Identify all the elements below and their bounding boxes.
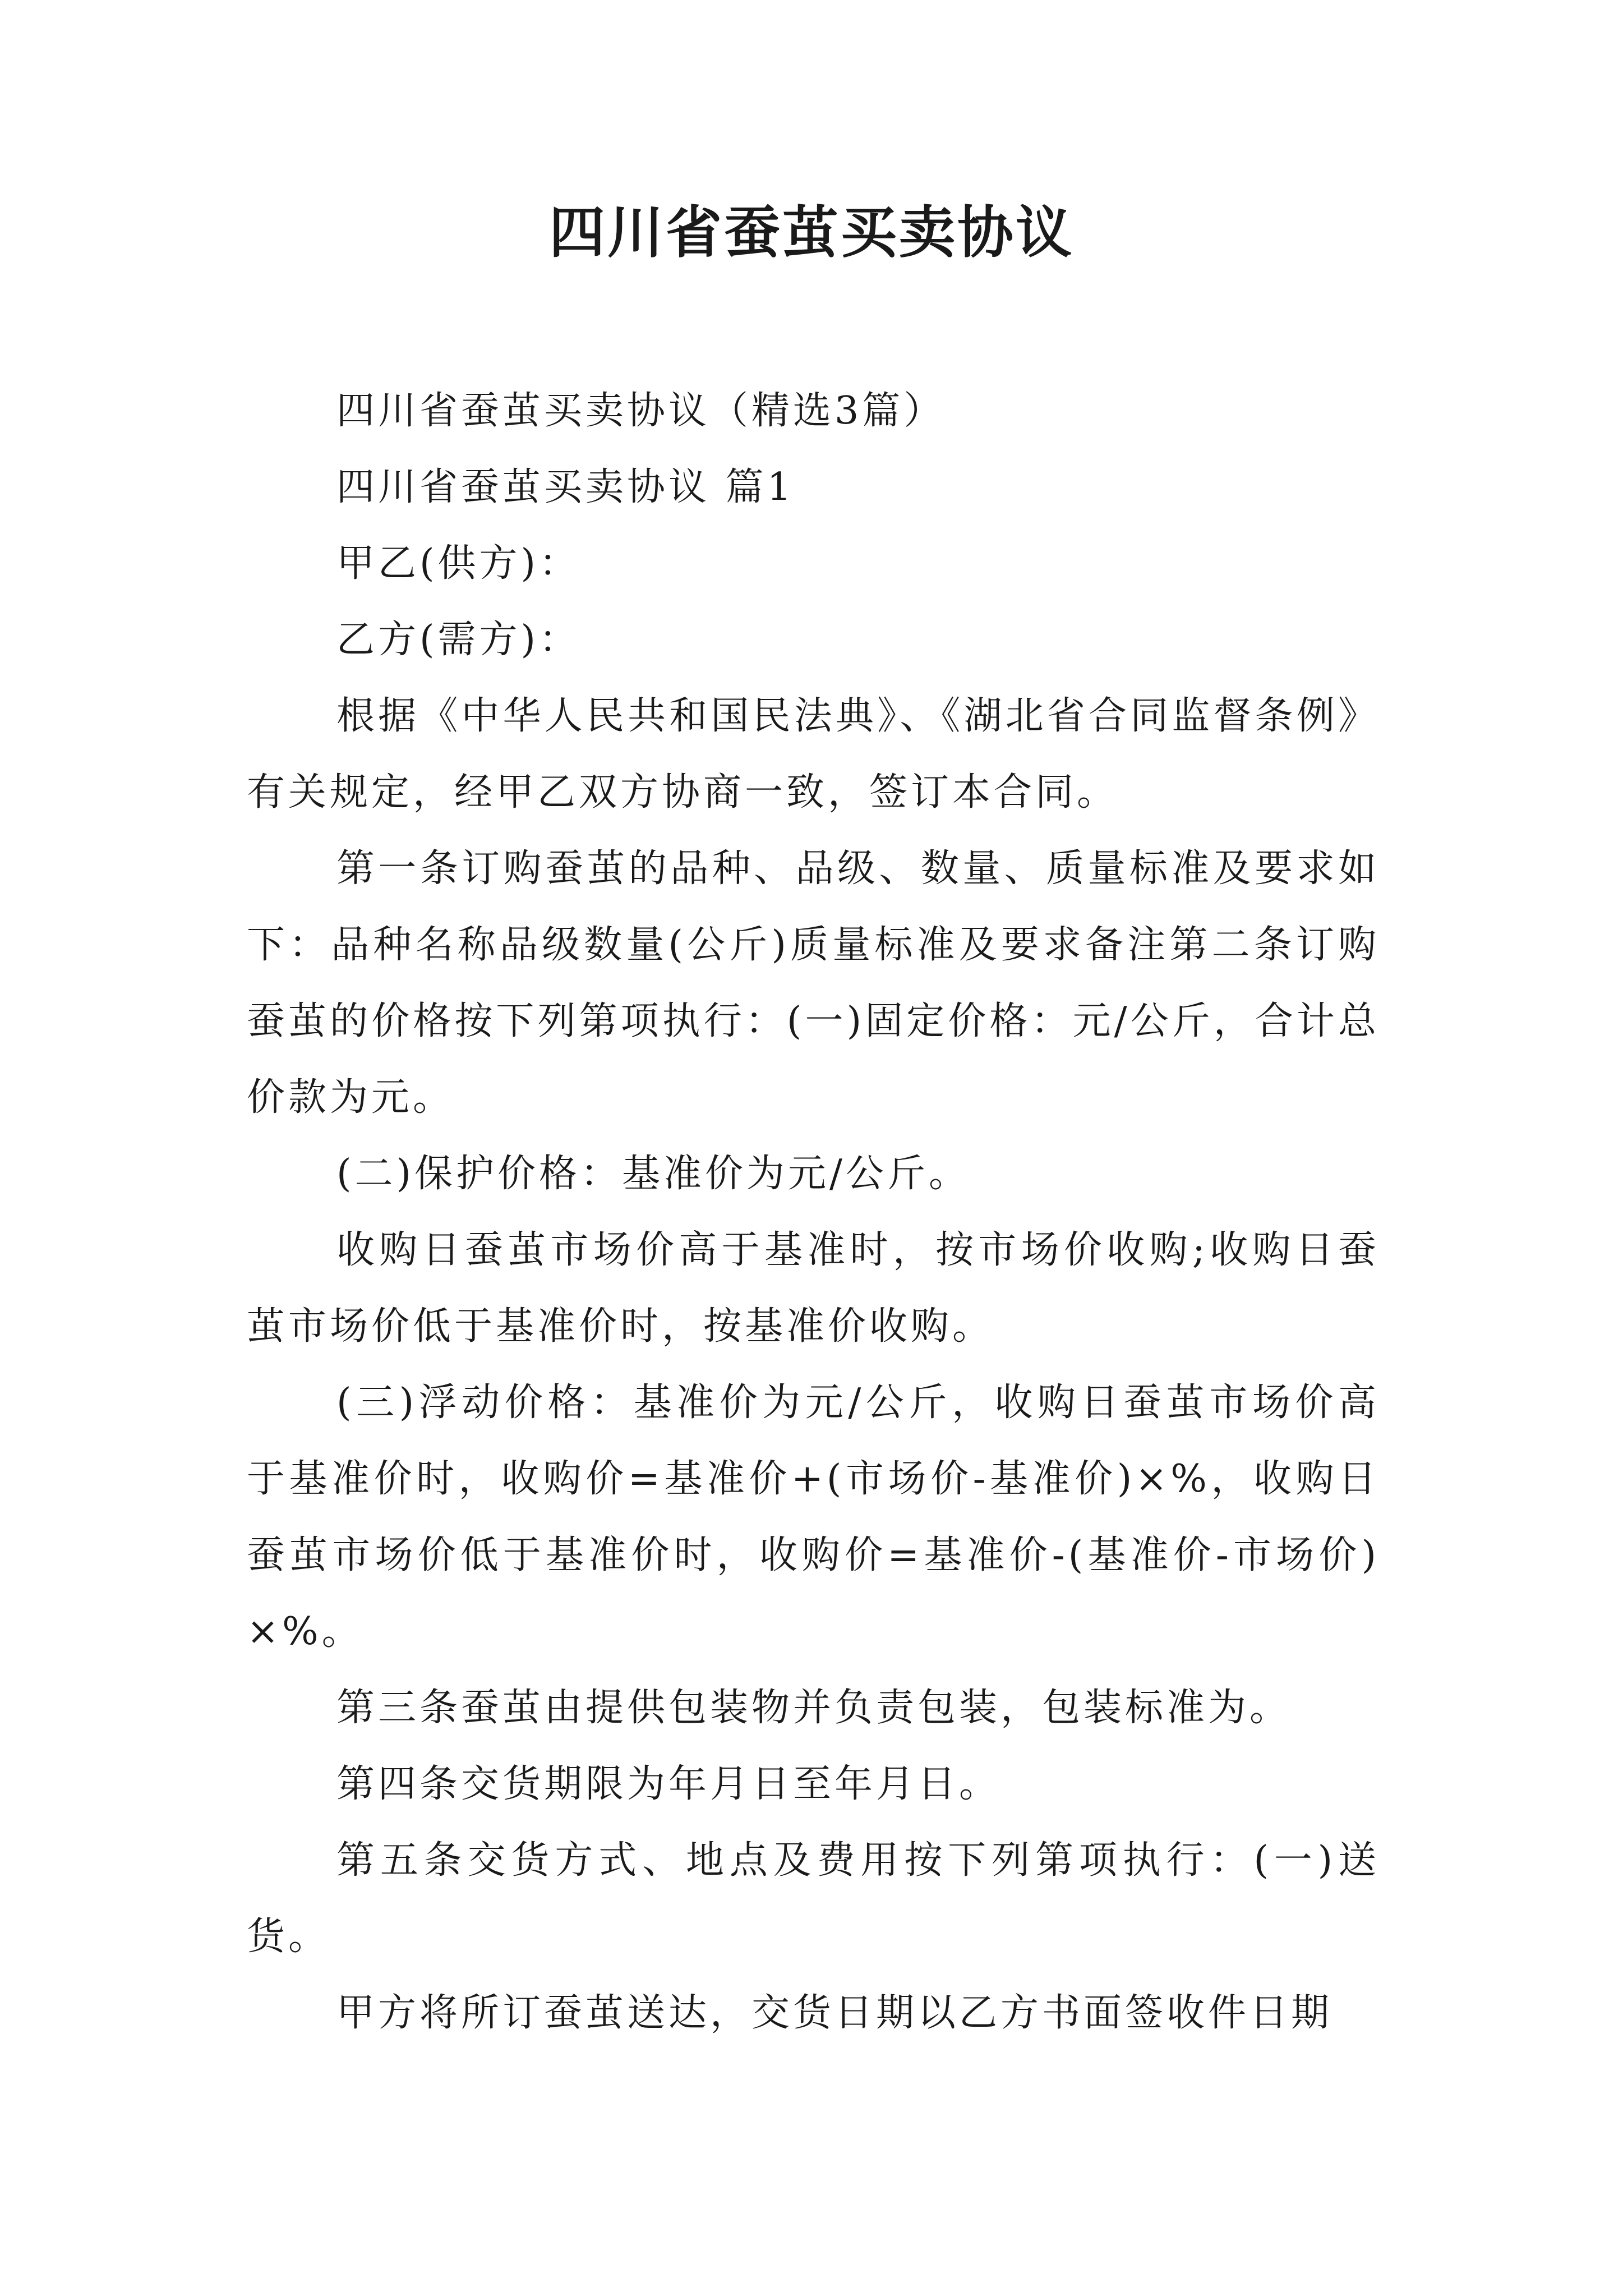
paragraph-article-1: 第一条订购蚕茧的品种、品级、数量、质量标准及要求如下：品种名称品级数量(公斤)质量标准及要求备注第二条订购蚕茧的价格按下列第项执行：(一)固定价格：元/公斤，合计总价款为元。 [247, 846, 1380, 1120]
paragraph-subtitle: 四川省蚕茧买卖协议（精选3篇） [336, 389, 946, 433]
paragraph-protected-price: (二)保护价格：基准价为元/公斤。 [336, 1152, 970, 1196]
paragraph-purchase-rule: 收购日蚕茧市场价高于基准时，按市场价收购;收购日蚕茧市场价低于基准价时，按基准价收购。 [247, 1228, 1380, 1349]
paragraph-delivery: 甲方将所订蚕茧送达，交货日期以乙方书面签收件日期 [336, 1991, 1333, 2035]
paragraph-article-3: 第三条蚕茧由提供包装物并负责包装，包装标准为。 [336, 1686, 1292, 1730]
paragraph-party-b: 乙方(需方)： [336, 618, 581, 662]
document-body [247, 373, 1380, 2051]
paragraph-section-heading: 四川省蚕茧买卖协议 篇1 [336, 465, 795, 509]
paragraph-basis: 根据《中华人民共和国民法典》、《湖北省合同监督条例》有关规定，经甲乙双方协商一致，签订本合同。 [247, 694, 1380, 815]
document-title: 四川省蚕茧买卖协议 [549, 200, 1074, 265]
paragraph-article-5: 第五条交货方式、地点及费用按下列第项执行：(一)送货。 [247, 1838, 1380, 1959]
paragraph-party-a: 甲乙(供方)： [336, 541, 581, 586]
paragraph-floating-price: (三)浮动价格：基准价为元/公斤，收购日蚕茧市场价高于基准价时，收购价=基准价+(市场价-基准价)×%，收购日蚕茧市场价低于基准价时，收购价=基准价-(基准价-市场价)×%。 [247, 1381, 1380, 1654]
paragraph-article-4: 第四条交货期限为年月日至年月日。 [336, 1762, 1001, 1806]
